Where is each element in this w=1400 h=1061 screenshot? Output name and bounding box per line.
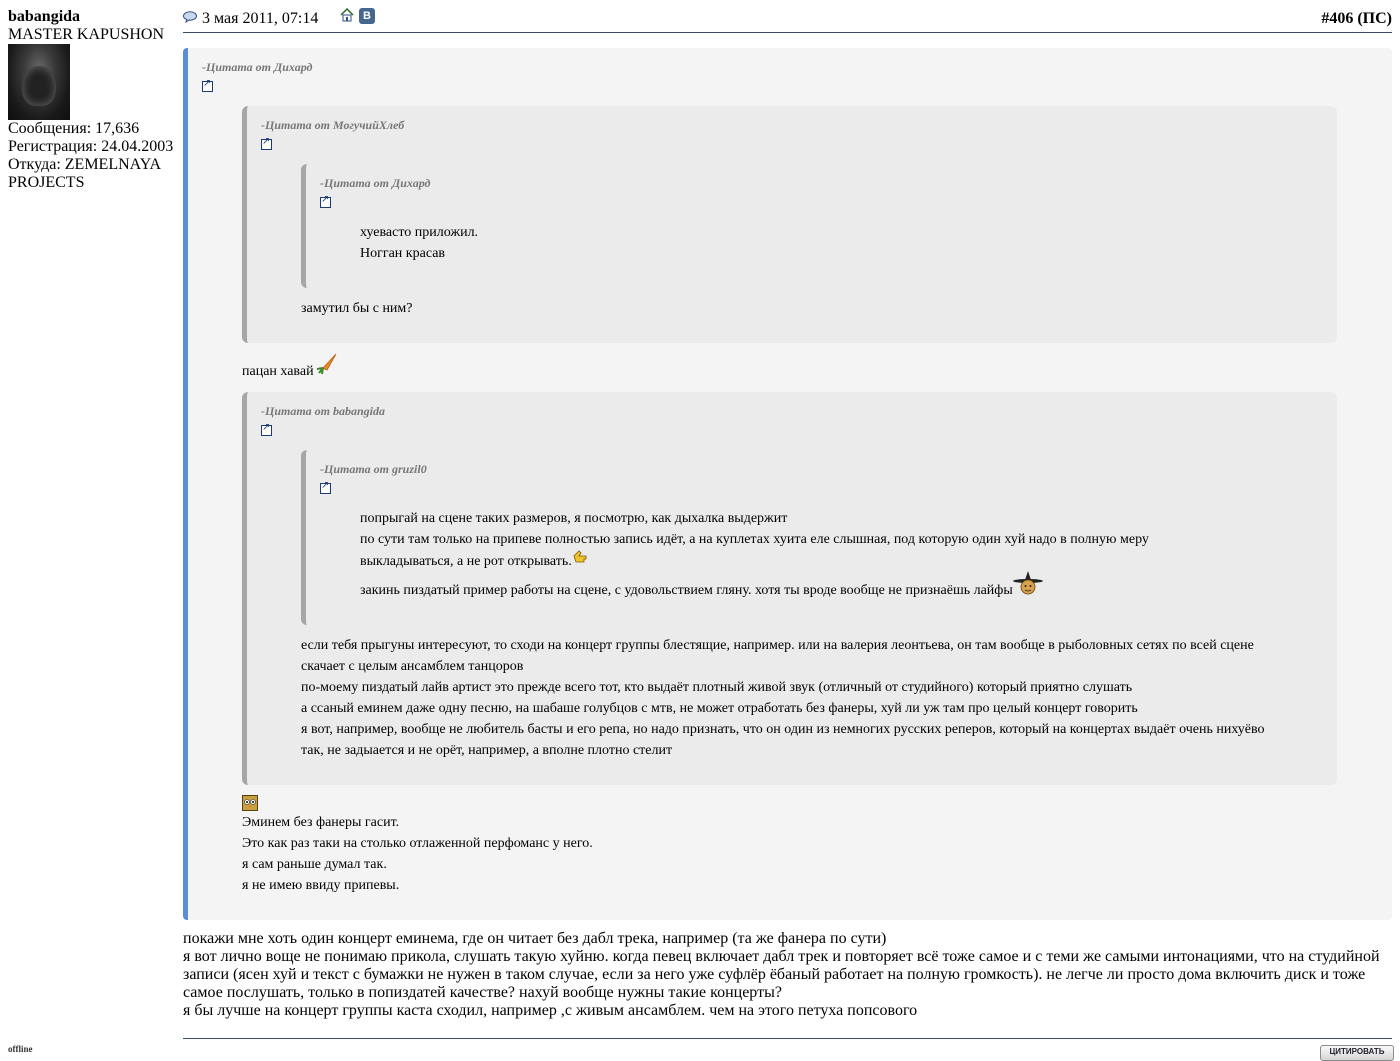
quote-line: выкладываться, а не рот открывать. xyxy=(360,554,572,569)
quote-reply: а ссаный еминем даже одну песню, на шабаше голубцов с мтв, не может отработать без фанеры, хуй ли уж там про целый концерт говорить xyxy=(301,701,1138,716)
jump-to-post-icon[interactable] xyxy=(320,197,331,208)
post-date: 3 мая 2011, 07:14 xyxy=(202,10,319,27)
post-footer-divider xyxy=(183,1038,1392,1039)
quote-author: -Цитата от МогучийХлеб xyxy=(261,118,405,132)
user-rank: MASTER KAPUSHON xyxy=(8,26,165,43)
quote-reply: я вот, например, вообще не любитель басты и его репа, но надо признать, что он один из немногих русских реперов, который на концертах выдаёт очень нихуёво xyxy=(301,722,1265,737)
post-number[interactable] xyxy=(1321,10,1392,28)
post-message xyxy=(183,930,1392,1020)
message-line: я вот лично воще не понимаю прикола, слушать такую хуйню. когда певец включает дабл трек и повторяет всё тоже самое и с теми же самыми интонациями, что на студийной записи (ясен хуй и текст с бумажки не нужен в таком случае, если за него уже суфлёр ёбаный работает на полную громкость). не легче ли просто дома включить диск и тоже самое послушать, только в попиздатей качестве? нахуй вообще нужны такие концерты? xyxy=(183,948,1380,1001)
jump-to-post-icon[interactable] xyxy=(320,483,331,494)
quote-author: -Цитата от babangida xyxy=(261,404,386,418)
quote-line: закинь пиздатый пример работы на сцене, с удовольствием гляну. хотя ты вроде вообще не признаёшь лайфы xyxy=(360,583,1013,598)
quote-reply: Это как раз таки на столько отлаженной перфоманс у него. xyxy=(242,836,593,851)
message-line: я бы лучше на концерт группы каста сходил, например ,с живым ансамблем. чем на этого петуха попсового xyxy=(183,1002,918,1019)
quote-reply: Эминем без фанеры гасит. xyxy=(242,815,400,830)
post-icon xyxy=(183,11,197,23)
quote-reply: я сам раньше думал так. xyxy=(242,857,387,872)
quote-reply: по-моему пиздатый лайв артист это прежде всего тот, кто выдаёт плотный живой звук (отличный от студийного) который приятно слушать xyxy=(301,680,1133,695)
post-number-value[interactable]: #406 xyxy=(1321,10,1354,27)
user-info xyxy=(8,8,178,192)
message-line: покажи мне хоть один концерт еминема, где он читает без дабл трека, например (та же фанера по сути) xyxy=(183,930,887,947)
quote-reply: я не имею ввиду припевы. xyxy=(242,878,400,893)
jump-to-post-icon[interactable] xyxy=(202,81,213,92)
quote-reply: так, не задыается и не орёт, например, а вполне плотно стелит xyxy=(301,743,673,758)
avatar xyxy=(8,44,70,120)
quote-line: по сути там только на припеве полностью запись идёт, а на куплетах хуита еле слышная, под которую один хуй надо в полную меру xyxy=(360,532,1149,547)
quote-author: -Цитата от Дихард xyxy=(202,60,313,74)
quote-line: пацан хавай xyxy=(242,364,314,379)
jump-to-post-icon[interactable] xyxy=(261,425,272,436)
quote-line: Ногган красав xyxy=(360,246,446,261)
user-status: offline xyxy=(8,1044,33,1054)
quote-author: -Цитата от Дихард xyxy=(320,176,431,190)
quote-author: -Цитата от gruzil0 xyxy=(320,462,427,476)
vk-icon[interactable]: В xyxy=(359,8,375,24)
witch-smiley-icon xyxy=(1012,570,1044,596)
username[interactable]: babangida xyxy=(8,8,81,25)
post-header xyxy=(183,8,1392,33)
user-registered: Регистрация: 24.04.2003 xyxy=(8,138,174,155)
jump-to-post-icon[interactable] xyxy=(261,139,272,150)
user-location: Откуда: ZEMELNAYA PROJECTS xyxy=(8,156,161,191)
quote-button[interactable]: ЦИТИРОВАТЬ xyxy=(1320,1045,1394,1061)
quote-reply: скачает с целым ансамблем танцоров xyxy=(301,659,524,674)
quote-line: попрыгай на сцене таких размеров, я посмотрю, как дыхалка выдержит xyxy=(360,511,788,526)
user-posts: Сообщения: 17,636 xyxy=(8,120,140,137)
owl-smiley-icon xyxy=(242,795,258,811)
quote-line: хуевасто приложил. xyxy=(360,225,479,240)
post-number-suffix[interactable]: (ПС) xyxy=(1357,10,1392,27)
pointing-hand-smiley-icon xyxy=(571,548,589,566)
home-icon[interactable] xyxy=(340,8,354,22)
quote-reply: замутил бы с ним? xyxy=(301,301,413,316)
carrot-smiley-icon xyxy=(314,352,338,376)
quote-reply: если тебя прыгуны интересуют, то сходи на концерт группы блестящие, например. или на валерия леонтьева, он там вообще в рыболовных сетях по всей сцене xyxy=(301,638,1254,653)
